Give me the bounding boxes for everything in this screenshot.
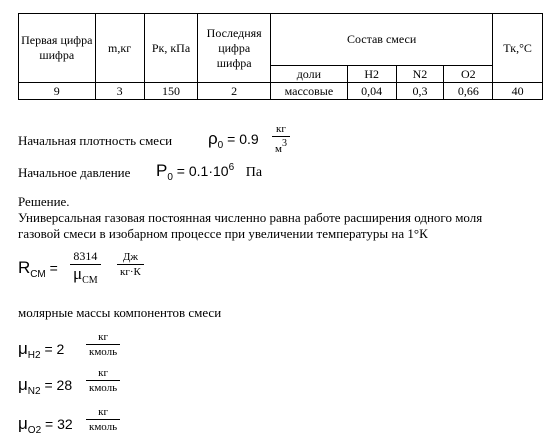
rcm-unit-num: Дж [117, 250, 144, 265]
header-tk: Тк,°С [493, 14, 543, 83]
density-unit-num: кг [272, 122, 290, 137]
table-row [19, 83, 543, 100]
density-unit-den: м [275, 143, 282, 155]
density-subscript: 0 [217, 140, 224, 151]
cell-pk: 150 [144, 83, 198, 100]
cell-mass: 3 [95, 83, 144, 100]
pressure-label: Начальное давление [18, 165, 131, 180]
subheader-h2: Н2 [347, 66, 396, 83]
parameters-table [18, 13, 543, 100]
subheader-o2: О2 [444, 66, 493, 83]
mu-n2-expr: = 28 [44, 377, 73, 393]
rcm-mu-symbol: μ [73, 264, 83, 283]
mu-o2-unit-num: кг [86, 405, 120, 420]
cell-tk: 40 [493, 83, 543, 100]
mu-n2-subscript: N2 [27, 386, 41, 397]
mu-h2-unit [86, 330, 120, 359]
pressure-formula [156, 161, 262, 183]
molar-heading: молярные массы компонентов смеси [18, 305, 222, 320]
rho-symbol: ρ [208, 129, 218, 148]
cell-n2: 0,3 [396, 83, 444, 100]
solution-line-1: Универсальная газовая постоянная численно равна работе расширения одного моля [18, 210, 483, 225]
density-unit-exp: 3 [281, 138, 287, 149]
header-mass: m,кг [95, 14, 144, 83]
pressure-expr: = 0.1·10 [176, 163, 229, 179]
mu-o2-formula [18, 414, 73, 436]
rcm-fraction [70, 248, 101, 290]
header-first-digit: Первая цифра шифра [19, 14, 96, 83]
mu-h2-expr: = 2 [44, 341, 65, 357]
subheader-n2: N2 [396, 66, 444, 83]
mu-o2-subscript: O2 [27, 425, 42, 436]
solution-heading: Решение. [18, 194, 70, 209]
rcm-symbol: R [18, 258, 31, 277]
rcm-mu-subscript: СМ [82, 275, 98, 286]
mu-o2-symbol: μ [18, 414, 28, 433]
subheader-parts: доли [271, 66, 348, 83]
mu-n2-unit-num: кг [86, 366, 120, 381]
density-unit [272, 122, 290, 156]
cell-last-digit: 2 [198, 83, 271, 100]
rcm-unit-den: кг·К [120, 266, 141, 278]
pressure-symbol: P [156, 161, 168, 180]
cell-parts: массовые [271, 83, 348, 100]
mu-n2-unit [86, 366, 120, 395]
rcm-lhs [18, 258, 58, 280]
mu-h2-formula [18, 339, 64, 361]
density-formula [208, 129, 259, 151]
mu-n2-formula [18, 375, 72, 397]
header-pk: Рк, кПа [144, 14, 198, 83]
mu-o2-unit [86, 405, 120, 434]
pressure-unit: Па [245, 165, 263, 180]
mu-h2-unit-den: кмоль [89, 346, 118, 358]
mu-h2-unit-num: кг [86, 330, 120, 345]
cell-first-digit: 9 [19, 83, 96, 100]
header-last-digit: Последняя цифра шифра [198, 14, 271, 83]
mu-n2-symbol: μ [18, 375, 28, 394]
header-composition: Состав смеси [271, 14, 493, 66]
mu-o2-unit-den: кмоль [89, 421, 118, 433]
density-expr: = 0.9 [227, 131, 259, 147]
mu-h2-subscript: H2 [27, 350, 41, 361]
pressure-subscript: 0 [167, 172, 173, 183]
density-label: Начальная плотность смеси [18, 133, 173, 148]
mu-o2-expr: = 32 [45, 416, 73, 432]
pressure-exponent: 6 [228, 162, 235, 173]
cell-o2: 0,66 [444, 83, 493, 100]
mu-n2-unit-den: кмоль [89, 382, 118, 394]
rcm-frac-num: 8314 [70, 248, 101, 265]
rcm-eq: = [49, 260, 58, 276]
rcm-unit [117, 250, 144, 279]
rcm-subscript: СМ [30, 269, 46, 280]
cell-h2: 0,04 [347, 83, 396, 100]
mu-h2-symbol: μ [18, 339, 28, 358]
solution-line-2: газовой смеси в изобарном процессе при увеличении температуры на 1°К [18, 226, 428, 241]
